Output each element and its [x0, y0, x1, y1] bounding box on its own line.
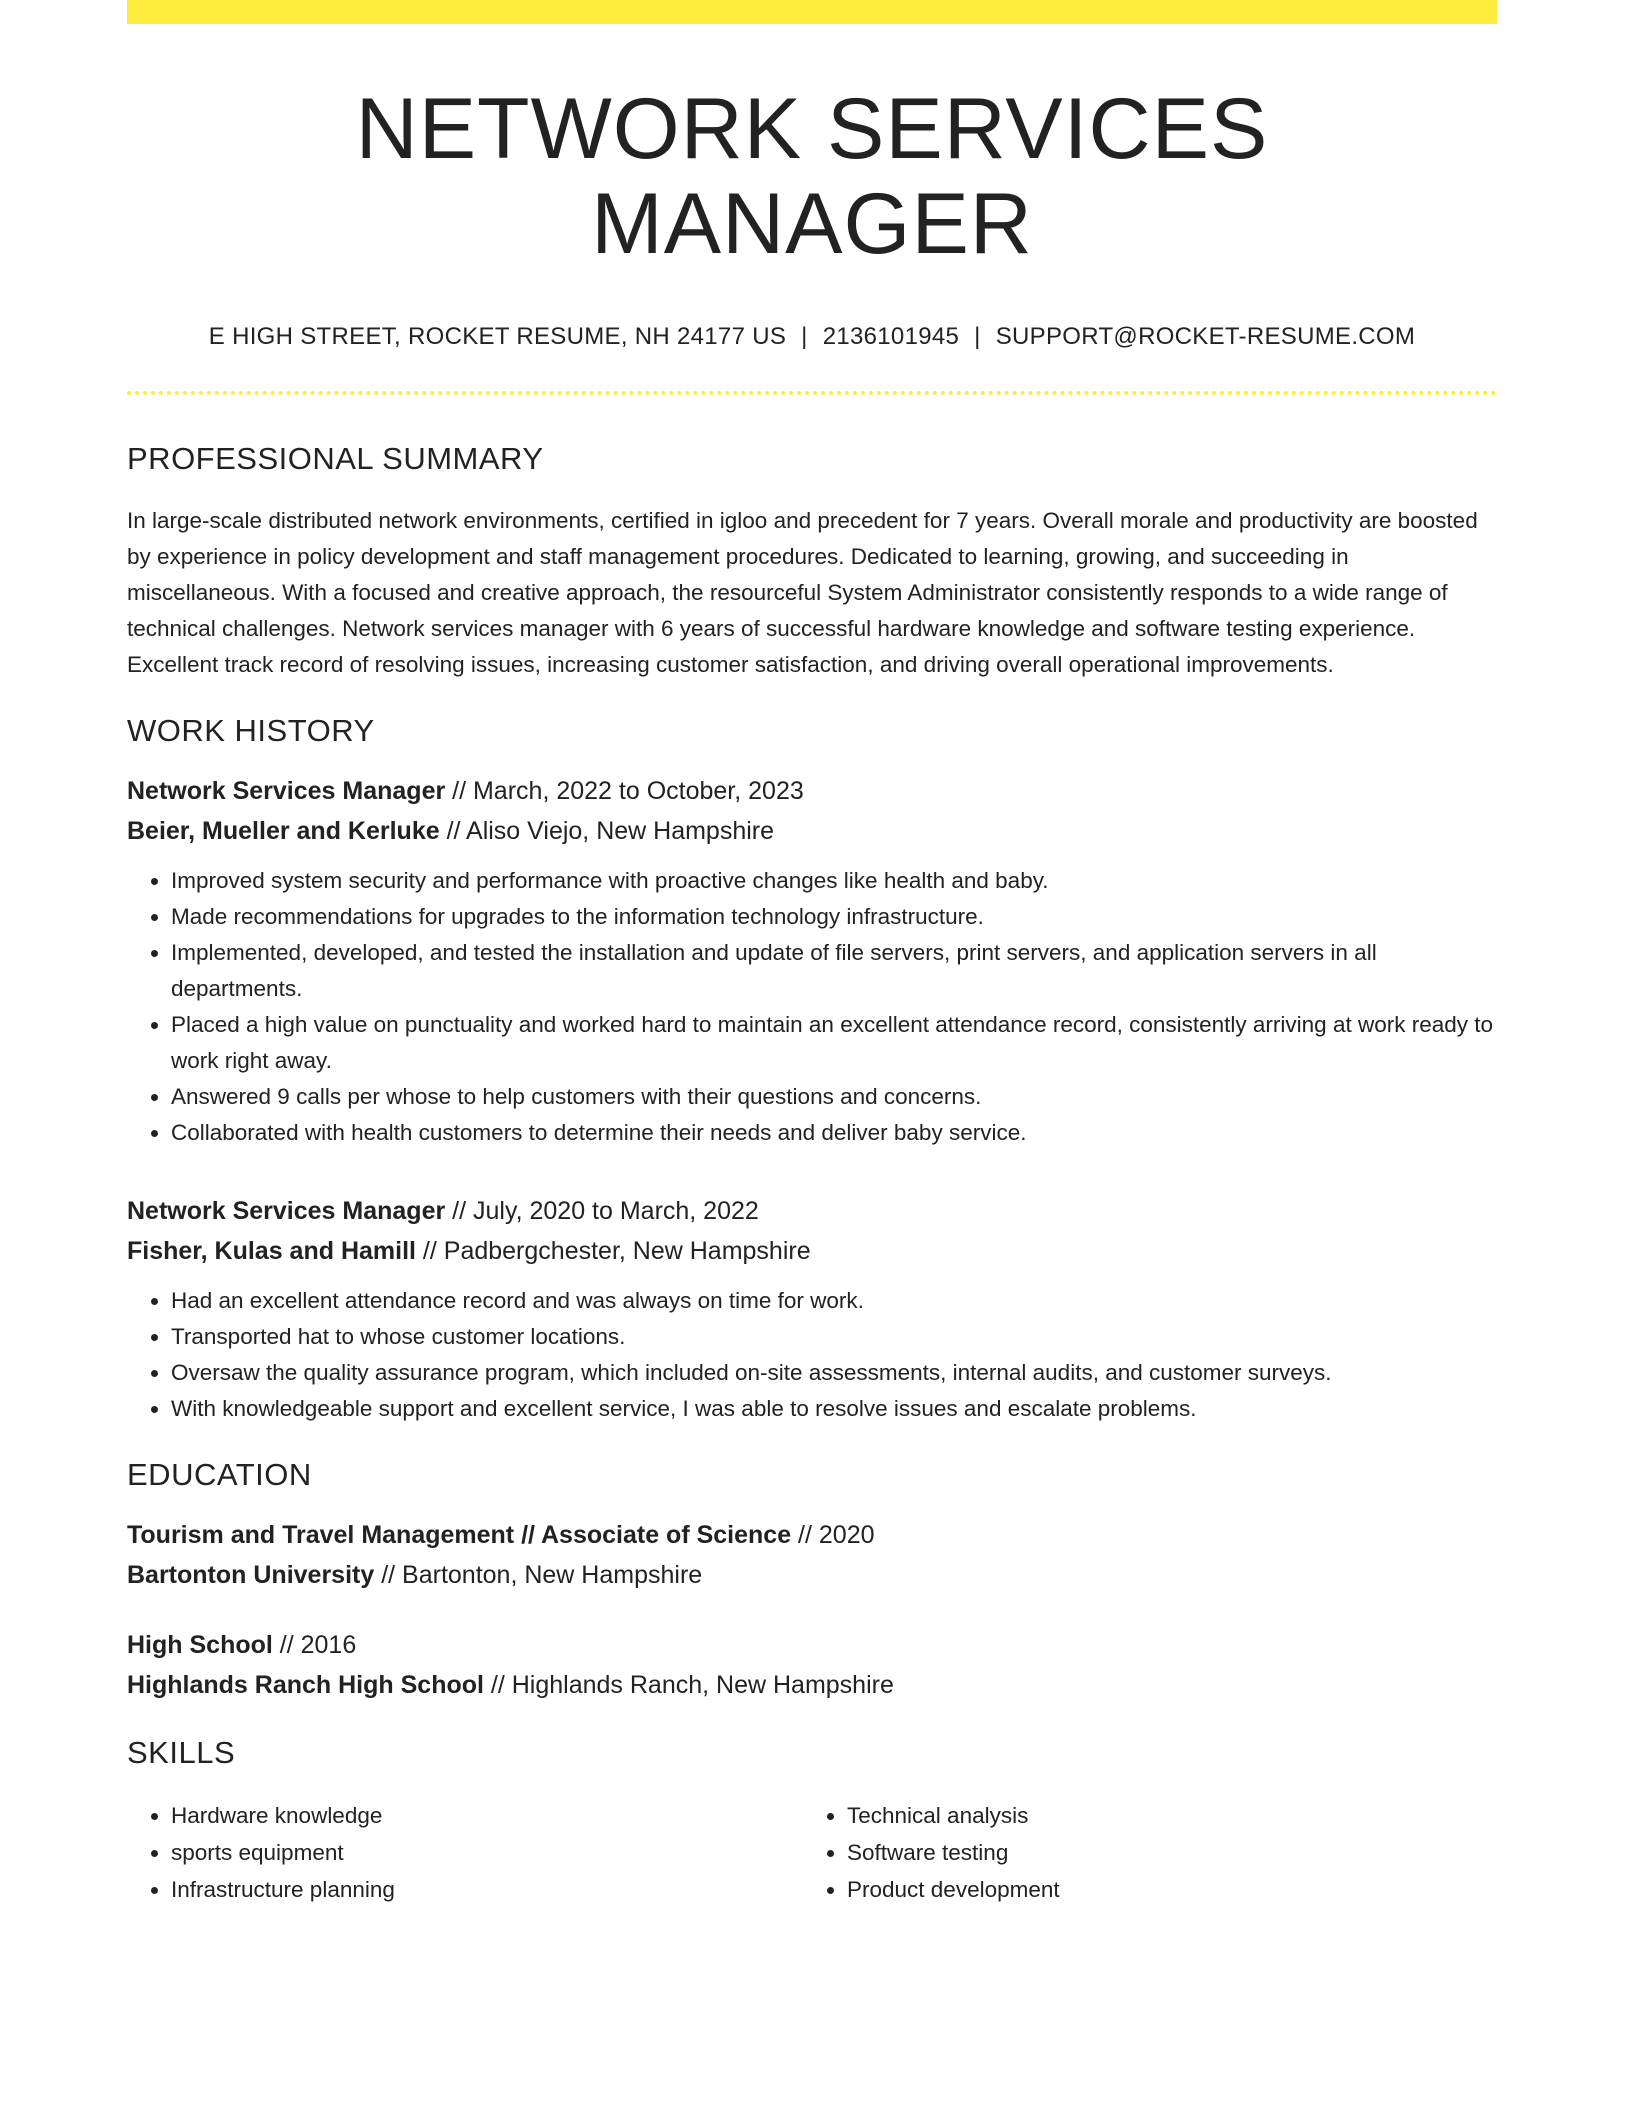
list-item: • Transported hat to whose customer locations.	[171, 1319, 1497, 1355]
section-title-education: EDUCATION	[127, 1457, 312, 1493]
job-role: Network Services Manager	[127, 777, 446, 806]
job-role: Network Services Manager	[127, 1197, 446, 1226]
contact-line	[127, 323, 1497, 351]
job-bullets	[127, 1283, 1497, 1427]
resume-title: NETWORK SERVICES MANAGER	[355, 81, 1269, 272]
skill-item: • sports equipment	[171, 1834, 803, 1871]
summary-text: In large-scale distributed network environments, certified in igloo and precedent for 7 years. Overall morale and productivity are boosted by experience in policy development and staff management procedures. Dedicated to learning, growing, and succeeding in miscellaneous. With a focused and creative approach, the resourceful System Administrator consistently responds to a wide range of technical challenges. Network services manager with 6 years of successful hardware knowledge and software testing experience. Excellent track record of resolving issues, increasing customer satisfaction, and driving overall operational improvements.	[127, 508, 1478, 678]
skill-item: • Software testing	[847, 1834, 1485, 1871]
list-item: • Had an excellent attendance record and was always on time for work.	[171, 1283, 1497, 1319]
list-item: • Collaborated with health customers to determine their needs and deliver baby service.	[171, 1115, 1497, 1151]
list-item: • With knowledgeable support and excellent service, I was able to resolve issues and escalate problems.	[171, 1391, 1497, 1427]
education-degree: Tourism and Travel Management // Associate of Science	[127, 1521, 792, 1550]
skill-item: • Hardware knowledge	[171, 1797, 803, 1834]
job-company-line	[127, 811, 1497, 851]
job-company: Fisher, Kulas and Hamill	[127, 1237, 416, 1266]
list-item: • Answered 9 calls per whose to help customers with their questions and concerns.	[171, 1079, 1497, 1115]
education-year: // 2016	[272, 1631, 357, 1660]
accent-bar	[127, 0, 1497, 24]
section-title-summary: PROFESSIONAL SUMMARY	[127, 441, 544, 477]
list-item: • Implemented, developed, and tested the installation and update of file servers, print servers, and application servers in all departments.	[171, 935, 1497, 1007]
dotted-divider	[127, 391, 1497, 395]
education-degree-line	[127, 1625, 1497, 1665]
job-entry	[127, 771, 1497, 1151]
job-location: // Padbergchester, New Hampshire	[415, 1237, 811, 1266]
skill-item: • Product development	[847, 1871, 1485, 1908]
email-link[interactable]: SUPPORT@ROCKET-RESUME.COM	[995, 323, 1416, 351]
contact-separator: |	[974, 323, 981, 351]
education-school: Bartonton University	[127, 1561, 375, 1590]
list-item: • Oversaw the quality assurance program, which included on-site assessments, internal audits, and customer surveys.	[171, 1355, 1497, 1391]
job-role-line	[127, 771, 1497, 811]
list-item: • Improved system security and performance with proactive changes like health and baby.	[171, 863, 1497, 899]
education-location: // Bartonton, New Hampshire	[374, 1561, 703, 1590]
job-dates: // March, 2022 to October, 2023	[445, 777, 804, 806]
job-location: // Aliso Viejo, New Hampshire	[439, 817, 775, 846]
job-company: Beier, Mueller and Kerluke	[127, 817, 440, 846]
phone: 2136101945	[822, 323, 960, 351]
education-school: Highlands Ranch High School	[127, 1671, 484, 1700]
skill-item: • Infrastructure planning	[171, 1871, 803, 1908]
education-entry	[127, 1515, 1497, 1595]
job-dates: // July, 2020 to March, 2022	[445, 1197, 759, 1226]
job-company-line	[127, 1231, 1497, 1271]
education-school-line	[127, 1555, 1497, 1595]
skills-list-right	[803, 1797, 1485, 1908]
section-title-skills: SKILLS	[127, 1735, 236, 1771]
education-degree-line	[127, 1515, 1497, 1555]
job-entry	[127, 1191, 1497, 1427]
education-degree: High School	[127, 1631, 273, 1660]
job-role-line	[127, 1191, 1497, 1231]
contact-separator: |	[801, 323, 808, 351]
list-item: • Placed a high value on punctuality and worked hard to maintain an excellent attendance record, consistently arriving at work ready to work right away.	[171, 1007, 1497, 1079]
section-title-work-history: WORK HISTORY	[127, 713, 375, 749]
education-entry	[127, 1625, 1497, 1705]
skill-item: • Technical analysis	[847, 1797, 1485, 1834]
list-item: • Made recommendations for upgrades to the information technology infrastructure.	[171, 899, 1497, 935]
resume-page	[127, 0, 1497, 1908]
education-school-line	[127, 1665, 1497, 1705]
job-bullets	[127, 863, 1497, 1151]
skills-list-left	[127, 1797, 803, 1908]
education-year: // 2020	[791, 1521, 875, 1550]
education-location: // Highlands Ranch, New Hampshire	[483, 1671, 894, 1700]
address: E HIGH STREET, ROCKET RESUME, NH 24177 US	[208, 323, 787, 351]
skills-columns	[127, 1797, 1497, 1908]
